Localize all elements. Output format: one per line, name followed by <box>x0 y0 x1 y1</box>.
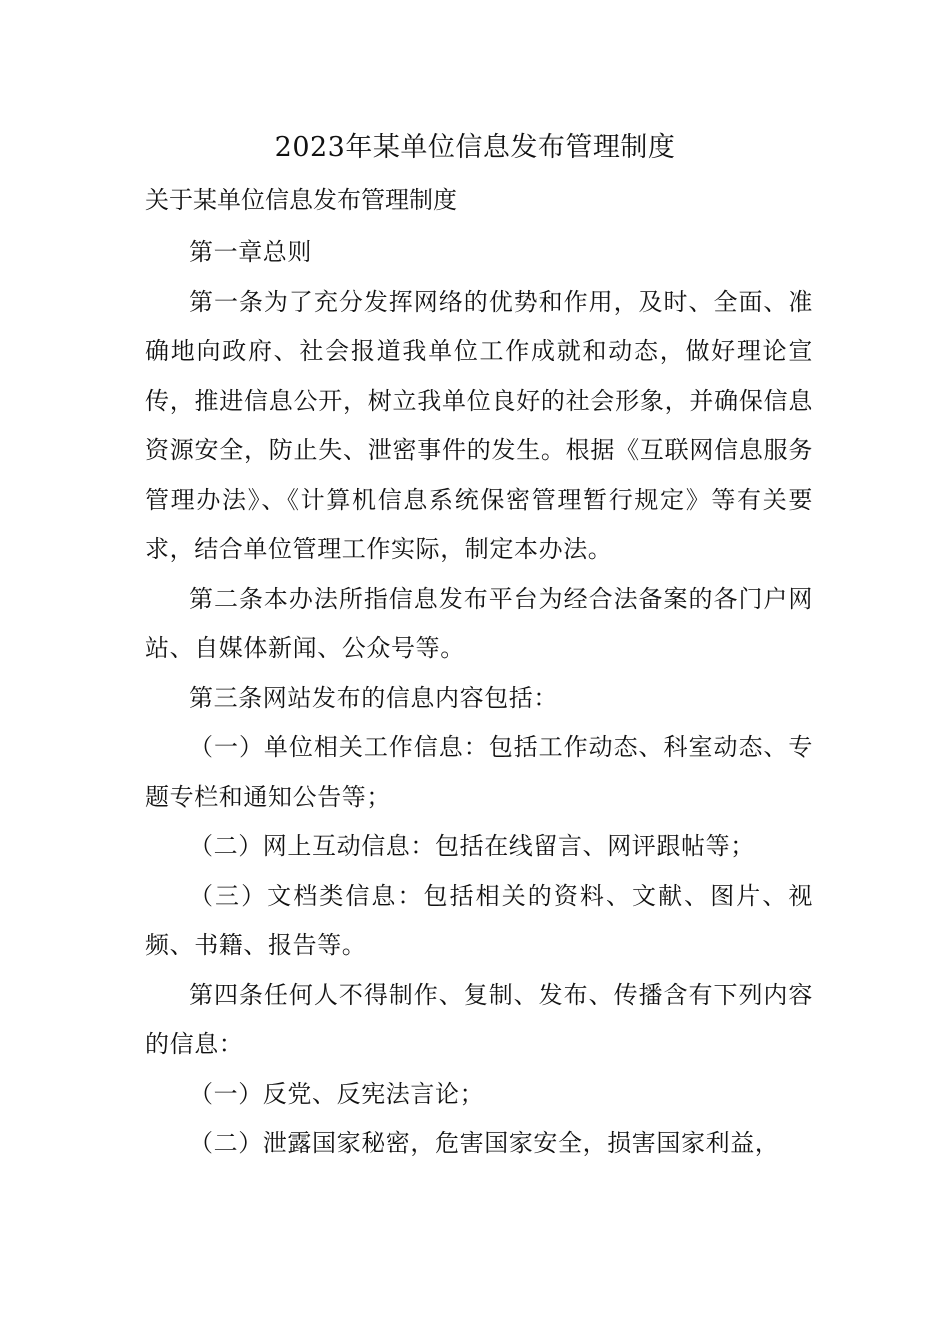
paragraph: 第三条网站发布的信息内容包括： <box>189 683 558 712</box>
document-subtitle: 关于某单位信息发布管理制度 <box>145 186 457 214</box>
list-item: （一）反党、反宪法言论； <box>189 1079 485 1108</box>
list-item: （三）文档类信息：包括相关的资料、文献、图片、视频、书籍、报告等。 <box>145 881 813 959</box>
list-item: （二）网上互动信息：包括在线留言、网评跟帖等； <box>189 832 755 860</box>
paragraph: 第四条任何人不得制作、复制、发布、传播含有下列内容的信息： <box>145 980 813 1058</box>
paragraph: 第一条为了充分发挥网络的优势和作用，及时、全面、准确地向政府、社会报道我单位工作成就和动态，做好理论宣传，推进信息公开，树立我单位良好的社会形象，并确保信息资源安全，防止失、泄密事件的发生。根据《互联网信息服务管理办法》、《计算机信息系统保密管理暂行规定》等有关要求，结合单位管理工作实际，制定本办法。 <box>145 287 813 563</box>
document-body <box>145 228 813 1169</box>
document-title: 2023年某单位信息发布管理制度 <box>274 132 676 163</box>
paragraph: 第二条本办法所指信息发布平台为经合法备案的各门户网站、自媒体新闻、公众号等。 <box>145 584 813 662</box>
list-item: （一）单位相关工作信息：包括工作动态、科室动态、专题专栏和通知公告等； <box>145 733 813 811</box>
list-item: （二）泄露国家秘密，危害国家安全，损害国家利益， <box>189 1129 780 1157</box>
chapter-heading: 第一章总则 <box>189 238 312 266</box>
